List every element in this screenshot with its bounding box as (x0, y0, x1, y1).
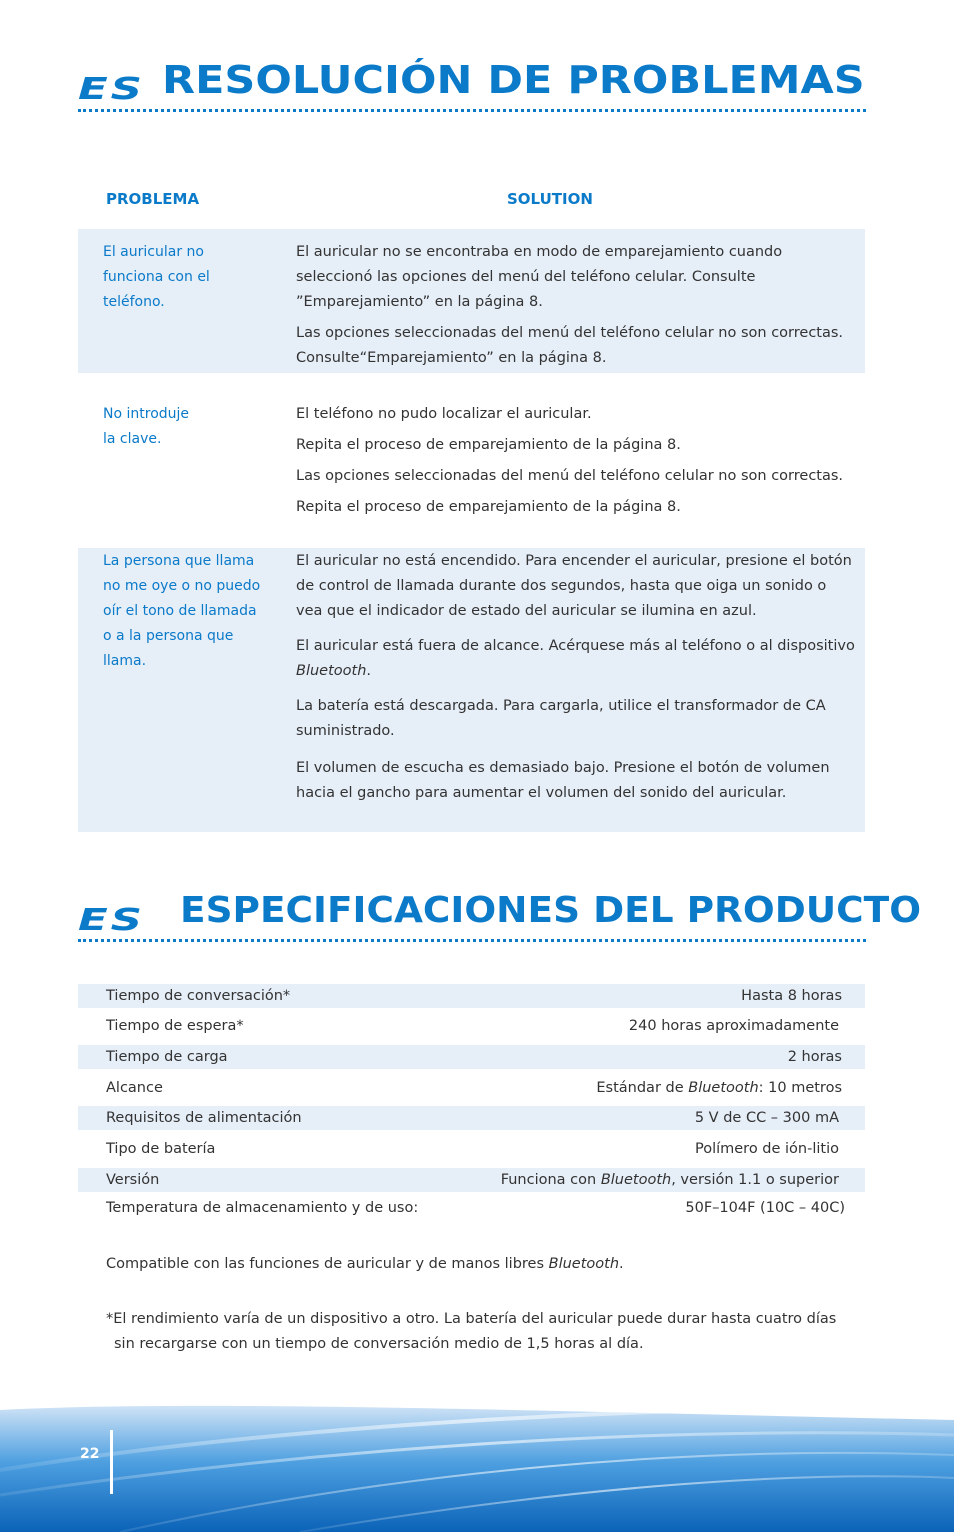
title-divider (78, 109, 866, 112)
spec-row (78, 984, 865, 1008)
footer-wave-graphic (0, 1400, 954, 1532)
solution-item: Repita el proceso de emparejamiento de la página 8. (296, 499, 681, 515)
page-number: 22 (80, 1446, 100, 1462)
spec-label: Requisitos de alimentación (106, 1110, 302, 1126)
solution-item: El auricular no está encendido. Para encender el auricular, presione el botón de control de llamada durante dos segundos, hasta que oiga un sonido o vea que el indicador de estado del auricular se ilumina en azul. (296, 553, 852, 619)
spec-label: Versión (106, 1172, 160, 1188)
solution-text (296, 402, 856, 526)
problem-label: El auricular no funciona con el teléfono. (103, 244, 210, 310)
spec-label: Temperatura de almacenamiento y de uso: (106, 1200, 419, 1216)
solution-item: Las opciones seleccionadas del menú del teléfono celular no son correctas. (296, 468, 844, 484)
spec-value: Estándar de Bluetooth: 10 metros (596, 1080, 842, 1096)
solution-item: El auricular está fuera de alcance. Acérquese más al teléfono o al dispositivo Bluetooth. (296, 638, 855, 679)
problem-row (78, 548, 865, 832)
spec-value: Hasta 8 horas (741, 988, 842, 1004)
spec-label: Tiempo de espera* (106, 1018, 244, 1034)
spec-row (78, 1045, 865, 1069)
solution-text (296, 240, 856, 377)
spec-row (78, 1014, 865, 1038)
specs-header (78, 888, 922, 948)
spec-row (78, 1168, 865, 1192)
problem-label: La persona que llama no me oye o no puedo oír el tono de llamada o a la persona que llama. (103, 553, 261, 669)
problem-label: No introduje la clave. (103, 406, 190, 447)
compatibility-note: Compatible con las funciones de auricular y de manos libres Bluetooth. (106, 1256, 624, 1272)
language-badge: ES (78, 903, 145, 938)
troubleshooting-header (78, 58, 866, 114)
problem-row (78, 392, 865, 532)
solution-item: Repita el proceso de emparejamiento de la página 8. (296, 437, 681, 453)
spec-value: 240 horas aproximadamente (628, 1018, 839, 1034)
spec-row (78, 1106, 865, 1130)
spec-row (78, 1137, 865, 1161)
language-badge: ES (78, 72, 145, 107)
spec-label: Tiempo de conversación* (106, 988, 291, 1004)
solution-text (296, 549, 856, 812)
solution-item: El teléfono no pudo localizar el auricular. (296, 406, 592, 422)
problem-row (78, 229, 865, 373)
solution-item: Las opciones seleccionadas del menú del teléfono celular no son correctas. Consulte“Emparejamiento” en la página 8. (296, 325, 844, 366)
spec-value: Funciona con Bluetooth, versión 1.1 o superior (500, 1172, 839, 1188)
spec-row (78, 1196, 865, 1220)
spec-label: Tipo de batería (106, 1141, 216, 1157)
column-header-problem: PROBLEMA (106, 190, 200, 208)
page-number-divider (110, 1430, 113, 1494)
title-divider (78, 939, 866, 942)
spec-value: 2 horas (787, 1049, 842, 1065)
solution-item: El auricular no se encontraba en modo de emparejamiento cuando seleccionó las opciones del menú del teléfono celular. Consulte ”Emparejamiento” en la página 8. (296, 244, 783, 310)
solution-item: El volumen de escucha es demasiado bajo. Presione el botón de volumen hacia el gancho para aumentar el volumen del sonido del auricular. (296, 760, 830, 801)
column-header-solution: SOLUTION (507, 190, 593, 208)
troubleshooting-title: RESOLUCIÓN DE PROBLEMAS (162, 58, 865, 102)
spec-row (78, 1076, 865, 1100)
solution-item: La batería está descargada. Para cargarla, utilice el transformador de CA suministrado. (296, 698, 826, 739)
specs-title: ESPECIFICACIONES DEL PRODUCTO (180, 890, 922, 931)
spec-value: 5 V de CC – 300 mA (694, 1110, 839, 1126)
spec-label: Tiempo de carga (106, 1049, 228, 1065)
spec-value: 50F–104F (10C – 40C) (685, 1200, 845, 1216)
footnote: *El rendimiento varía de un dispositivo a otro. La batería del auricular puede durar hasta cuatro días sin recargarse con un tiempo de conversación medio de 1,5 horas al día. (106, 1311, 837, 1352)
spec-label: Alcance (106, 1080, 163, 1096)
spec-value: Polímero de ión-litio (694, 1141, 839, 1157)
